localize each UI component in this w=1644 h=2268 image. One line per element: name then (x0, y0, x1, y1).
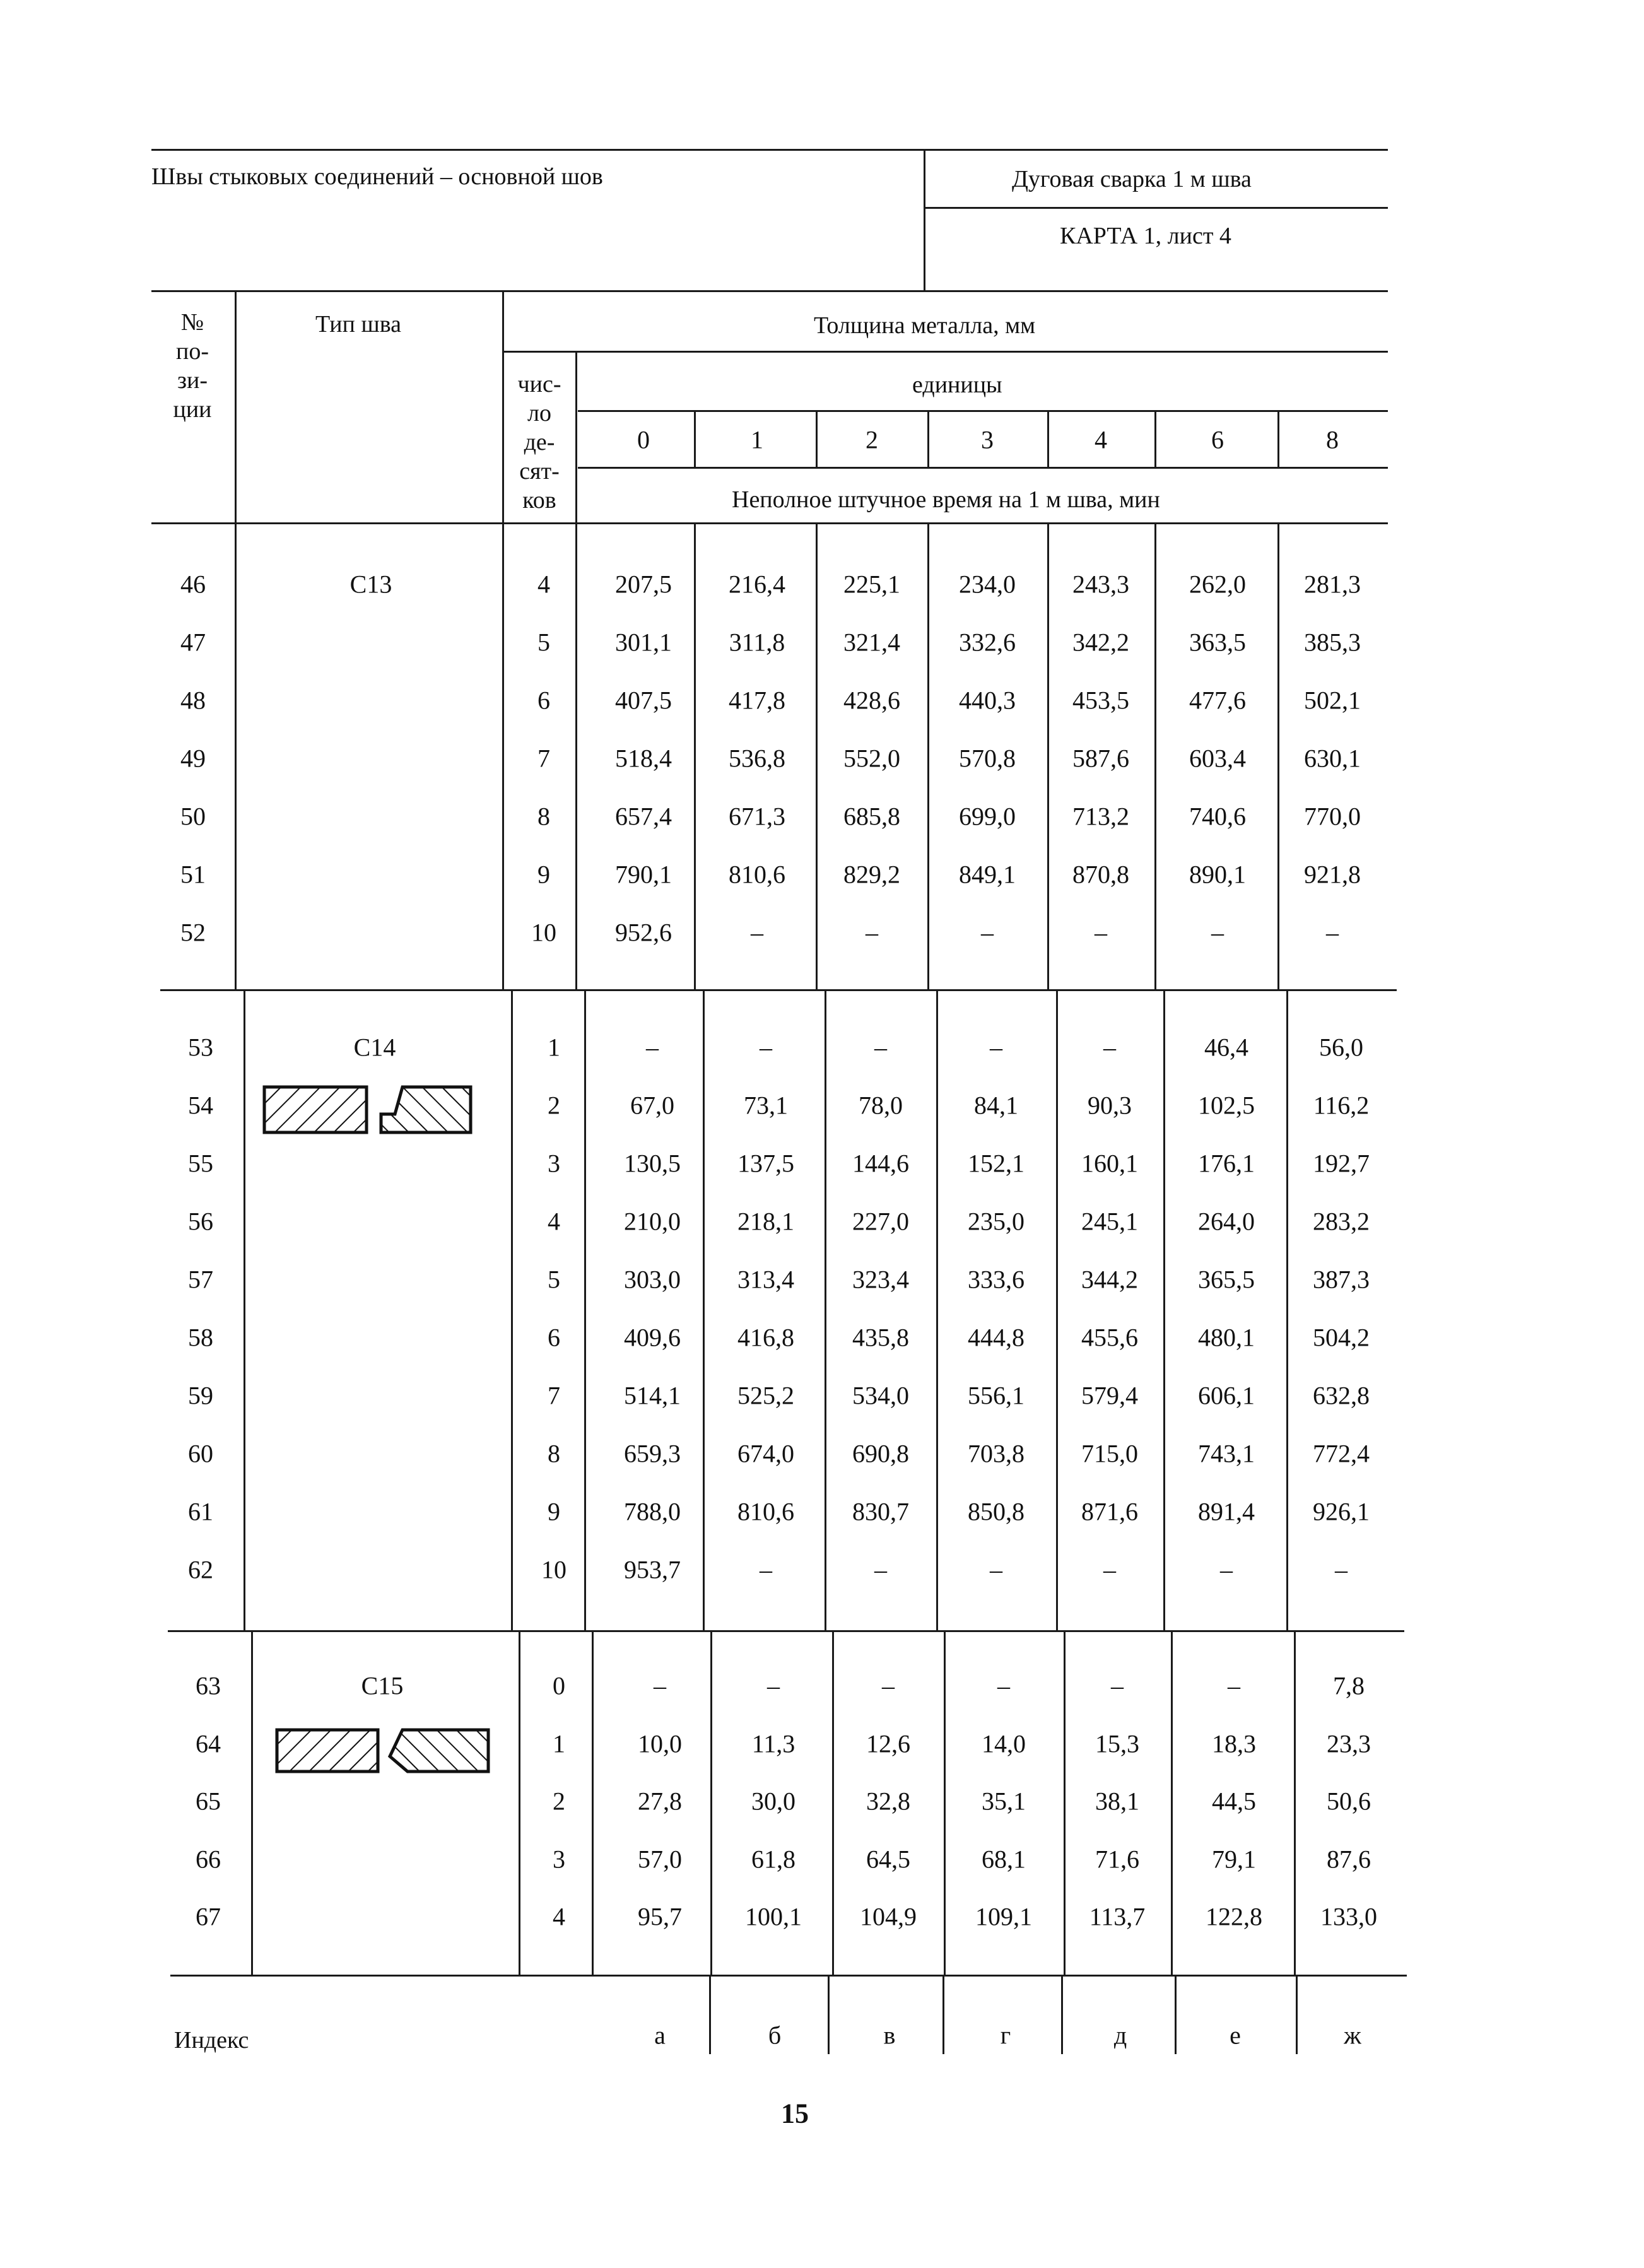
time-value-cell: 311,8 (729, 628, 785, 657)
time-value-cell: 870,8 (1072, 860, 1129, 889)
time-value-cell: 788,0 (624, 1497, 681, 1526)
time-value-cell: 630,1 (1304, 744, 1361, 773)
position-number: 53 (188, 1033, 213, 1062)
time-value-cell: 632,8 (1313, 1381, 1370, 1410)
tens-value: 3 (548, 1149, 560, 1178)
column-divider (502, 524, 504, 989)
column-divider (816, 524, 818, 989)
column-divider (1277, 524, 1279, 989)
time-value-cell: 321,4 (843, 628, 900, 657)
time-value-cell: – (1326, 918, 1339, 947)
tens-value: 9 (537, 860, 550, 889)
time-value-cell: – (1335, 1555, 1347, 1584)
time-value-cell: 32,8 (866, 1787, 910, 1816)
time-value-cell: 890,1 (1189, 860, 1246, 889)
unit-divider (694, 410, 696, 468)
column-divider (244, 989, 245, 1630)
time-value-cell: 428,6 (843, 686, 900, 715)
column-divider (251, 1630, 253, 1975)
time-value-cell: 283,2 (1313, 1207, 1370, 1236)
time-value-cell: 27,8 (638, 1787, 682, 1816)
time-value-cell: 743,1 (1198, 1439, 1255, 1468)
tens-value: 1 (548, 1033, 560, 1062)
units-rule-bottom (578, 467, 1388, 469)
unit-divider (1047, 410, 1049, 468)
index-rule (170, 1975, 1407, 1977)
position-number: 61 (188, 1497, 213, 1526)
unit-header-6: 6 (1211, 425, 1224, 454)
time-value-cell: 518,4 (615, 744, 672, 773)
unit-divider (927, 410, 929, 468)
position-number: 49 (180, 744, 206, 773)
seam-c15-drawing (275, 1726, 493, 1778)
time-value-cell: 243,3 (1072, 570, 1129, 599)
time-value-cell: 891,4 (1198, 1497, 1255, 1526)
time-value-cell: – (997, 1671, 1010, 1700)
time-value-cell: 313,4 (737, 1265, 794, 1294)
index-letter: е (1230, 2021, 1241, 2050)
time-value-cell: 659,3 (624, 1439, 681, 1468)
time-value-cell: 44,5 (1212, 1787, 1256, 1816)
time-value-cell: – (646, 1033, 659, 1062)
column-divider (519, 1630, 520, 1975)
tens-value: 7 (537, 744, 550, 773)
unit-header-2: 2 (866, 425, 878, 454)
tens-value: 3 (553, 1845, 565, 1873)
table-header-bottom-rule (151, 522, 1388, 524)
time-value-cell: 772,4 (1313, 1439, 1370, 1468)
time-value-cell: 79,1 (1212, 1845, 1256, 1873)
column-divider (1286, 989, 1288, 1630)
time-value-cell: 685,8 (843, 802, 900, 831)
position-number: 51 (180, 860, 206, 889)
time-value-cell: 333,6 (968, 1265, 1025, 1294)
time-value-cell: 536,8 (729, 744, 785, 773)
unit-header-1: 1 (751, 425, 763, 454)
column-divider (944, 1630, 946, 1975)
time-value-cell: 73,1 (744, 1091, 788, 1120)
time-value-cell: 71,6 (1095, 1845, 1139, 1873)
time-value-cell: 453,5 (1072, 686, 1129, 715)
time-value-cell: 207,5 (615, 570, 672, 599)
time-value-cell: 606,1 (1198, 1381, 1255, 1410)
time-value-cell: 84,1 (974, 1091, 1018, 1120)
time-value-cell: 137,5 (737, 1149, 794, 1178)
time-value-cell: 235,0 (968, 1207, 1025, 1236)
position-number: 66 (196, 1845, 221, 1873)
unit-divider (1277, 410, 1279, 468)
time-value-cell: – (874, 1033, 887, 1062)
time-value-cell: – (760, 1033, 772, 1062)
time-value-cell: 435,8 (852, 1323, 909, 1352)
column-divider (703, 989, 705, 1630)
index-letter: в (883, 2021, 896, 2050)
time-value-cell: 365,5 (1198, 1265, 1255, 1294)
time-value-cell: 61,8 (751, 1845, 796, 1873)
seam-type-label: С13 (349, 570, 392, 599)
time-value-cell: 104,9 (860, 1902, 917, 1931)
time-value-cell: 303,0 (624, 1265, 681, 1294)
time-value-cell: 210,0 (624, 1207, 681, 1236)
tens-value: 5 (537, 628, 550, 657)
index-divider (942, 1976, 944, 2054)
position-number: 59 (188, 1381, 213, 1410)
time-value-cell: 301,1 (615, 628, 672, 657)
column-divider (1154, 524, 1156, 989)
seam-c14-drawing (262, 1085, 481, 1137)
time-value-cell: 552,0 (843, 744, 900, 773)
index-letter: б (768, 2021, 782, 2050)
table-top-rule (151, 290, 1388, 292)
time-value-cell: 67,0 (630, 1091, 674, 1120)
position-number: 57 (188, 1265, 213, 1294)
time-value-cell: – (866, 918, 878, 947)
column-divider (1047, 524, 1049, 989)
time-value-cell: 385,3 (1304, 628, 1361, 657)
time-value-cell: 416,8 (737, 1323, 794, 1352)
tens-value: 7 (548, 1381, 560, 1410)
time-value-cell: 15,3 (1095, 1729, 1139, 1758)
column-divider (592, 1630, 594, 1975)
time-value-cell: 409,6 (624, 1323, 681, 1352)
time-value-cell: 387,3 (1313, 1265, 1370, 1294)
time-value-cell: – (1111, 1671, 1124, 1700)
time-value-cell: 7,8 (1333, 1671, 1365, 1700)
time-value-cell: 480,1 (1198, 1323, 1255, 1352)
units-rule-top (578, 410, 1388, 412)
position-number: 46 (180, 570, 206, 599)
time-value-cell: 56,0 (1319, 1033, 1363, 1062)
time-value-cell: 35,1 (982, 1787, 1026, 1816)
tens-value: 4 (548, 1207, 560, 1236)
time-value-cell: 657,4 (615, 802, 672, 831)
time-value-cell: 95,7 (638, 1902, 682, 1931)
time-value-cell: 671,3 (729, 802, 785, 831)
header-column-divider (235, 290, 237, 522)
time-value-cell: 332,6 (959, 628, 1016, 657)
header-column-divider (502, 290, 504, 522)
index-divider (1175, 1976, 1177, 2054)
column-divider (1056, 989, 1058, 1630)
time-value-cell: 690,8 (852, 1439, 909, 1468)
time-value-cell: – (990, 1555, 1002, 1584)
time-value-cell: 417,8 (729, 686, 785, 715)
column-divider (927, 524, 929, 989)
time-value-cell: 342,2 (1072, 628, 1129, 657)
time-value-cell: 363,5 (1189, 628, 1246, 657)
time-value-cell: 440,3 (959, 686, 1016, 715)
time-value-cell: 192,7 (1313, 1149, 1370, 1178)
time-value-cell: 225,1 (843, 570, 900, 599)
time-value-cell: – (654, 1671, 666, 1700)
time-value-cell: 130,5 (624, 1149, 681, 1178)
position-number: 47 (180, 628, 206, 657)
column-divider (832, 1630, 834, 1975)
unit-divider (816, 410, 818, 468)
index-letter: г (1000, 2021, 1011, 2050)
tens-value: 2 (548, 1091, 560, 1120)
column-divider (710, 1630, 712, 1975)
card-label: КАРТА 1, лист 4 (1060, 223, 1231, 249)
time-value-cell: 344,2 (1081, 1265, 1138, 1294)
time-value-cell: – (1103, 1555, 1116, 1584)
column-divider (511, 989, 513, 1630)
time-value-cell: 11,3 (751, 1729, 796, 1758)
column-divider (1064, 1630, 1066, 1975)
time-value-cell: 218,1 (737, 1207, 794, 1236)
column-divider (694, 524, 696, 989)
position-number: 55 (188, 1149, 213, 1178)
time-value-cell: 921,8 (1304, 860, 1361, 889)
time-value-cell: 534,0 (852, 1381, 909, 1410)
time-value-cell: 113,7 (1089, 1902, 1146, 1931)
time-value-cell: 603,4 (1189, 744, 1246, 773)
time-value-cell: 871,6 (1081, 1497, 1138, 1526)
column-divider (1294, 1630, 1296, 1975)
time-value-cell: 953,7 (624, 1555, 681, 1584)
position-number: 65 (196, 1787, 221, 1816)
time-value-cell: 477,6 (1189, 686, 1246, 715)
time-value-cell: – (1228, 1671, 1240, 1700)
tens-header: чис- ло де- сят- ков (517, 371, 561, 514)
time-value-cell: 926,1 (1313, 1497, 1370, 1526)
time-value-cell: 407,5 (615, 686, 672, 715)
time-value-cell: 830,7 (852, 1497, 909, 1526)
position-number: 56 (188, 1207, 213, 1236)
group-separator (160, 989, 1397, 991)
time-value-cell: 68,1 (982, 1845, 1026, 1873)
time-value-cell: 556,1 (968, 1381, 1025, 1410)
index-divider (1296, 1976, 1298, 2054)
time-value-cell: 245,1 (1081, 1207, 1138, 1236)
time-value-cell: 216,4 (729, 570, 785, 599)
seam-type-label: С14 (353, 1033, 396, 1062)
time-value-cell: 18,3 (1212, 1729, 1256, 1758)
tens-value: 9 (548, 1497, 560, 1526)
position-number: 58 (188, 1323, 213, 1352)
unit-header-0: 0 (637, 425, 650, 454)
column-divider (1171, 1630, 1173, 1975)
time-value-cell: 829,2 (843, 860, 900, 889)
time-value-cell: 715,0 (1081, 1439, 1138, 1468)
time-value-cell: 144,6 (852, 1149, 909, 1178)
column-divider (1163, 989, 1165, 1630)
time-value-cell: 100,1 (745, 1902, 802, 1931)
time-value-cell: 281,3 (1304, 570, 1361, 599)
time-value-cell: 740,6 (1189, 802, 1246, 831)
seam-type-label: С15 (361, 1671, 404, 1700)
time-value-cell: 57,0 (638, 1845, 682, 1873)
thickness-header: Толщина металла, мм (814, 312, 1036, 339)
time-value-cell: – (760, 1555, 772, 1584)
index-letter: а (654, 2021, 666, 2050)
time-value-cell: 790,1 (615, 860, 672, 889)
tens-value: 8 (537, 802, 550, 831)
time-value-cell: 14,0 (982, 1729, 1026, 1758)
unit-header-4: 4 (1095, 425, 1107, 454)
time-value-cell: 444,8 (968, 1323, 1025, 1352)
time-value-cell: 770,0 (1304, 802, 1361, 831)
time-value-cell: 90,3 (1088, 1091, 1132, 1120)
time-value-cell: 262,0 (1189, 570, 1246, 599)
position-number: 52 (180, 918, 206, 947)
time-value-cell: – (882, 1671, 895, 1700)
page-number: 15 (781, 2098, 809, 2129)
time-value-cell: 674,0 (737, 1439, 794, 1468)
time-value-cell: 78,0 (859, 1091, 903, 1120)
time-value-cell: 810,6 (737, 1497, 794, 1526)
time-value-cell: 713,2 (1072, 802, 1129, 831)
time-value-cell: 133,0 (1320, 1902, 1377, 1931)
tens-value: 1 (553, 1729, 565, 1758)
tens-value: 4 (553, 1902, 565, 1931)
tens-value: 2 (553, 1787, 565, 1816)
unit-header-8: 8 (1326, 425, 1339, 454)
tens-value: 4 (537, 570, 550, 599)
position-number: 50 (180, 802, 206, 831)
time-value-cell: 64,5 (866, 1845, 910, 1873)
time-value-cell: 109,1 (975, 1902, 1032, 1931)
position-number: 62 (188, 1555, 213, 1584)
tens-value: 6 (537, 686, 550, 715)
index-divider (828, 1976, 830, 2054)
time-value-cell: 514,1 (624, 1381, 681, 1410)
index-letter: д (1113, 2021, 1127, 2050)
column-divider (584, 989, 586, 1630)
time-value-cell: 455,6 (1081, 1323, 1138, 1352)
time-value-cell: 952,6 (615, 918, 672, 947)
time-value-cell: – (874, 1555, 887, 1584)
time-value-cell: – (1220, 1555, 1233, 1584)
time-value-cell: 579,4 (1081, 1381, 1138, 1410)
index-divider (1061, 1976, 1063, 2054)
header-right-title: Дуговая сварка 1 м шва (1012, 166, 1252, 192)
time-value-cell: 152,1 (968, 1149, 1025, 1178)
time-value-cell: 525,2 (737, 1381, 794, 1410)
unit-divider (1154, 410, 1156, 468)
time-value-cell: 122,8 (1206, 1902, 1262, 1931)
time-value-cell: 502,1 (1304, 686, 1361, 715)
header-divider (924, 149, 925, 290)
seam-type-header: Тип шва (315, 311, 402, 338)
time-value-cell: 227,0 (852, 1207, 909, 1236)
column-divider (825, 989, 826, 1630)
time-value-cell: 703,8 (968, 1439, 1025, 1468)
time-value-cell: 12,6 (866, 1729, 910, 1758)
tens-value: 6 (548, 1323, 560, 1352)
time-value-cell: 810,6 (729, 860, 785, 889)
time-value-cell: – (1211, 918, 1224, 947)
tens-value: 8 (548, 1439, 560, 1468)
time-value-cell: 849,1 (959, 860, 1016, 889)
time-value-cell: 234,0 (959, 570, 1016, 599)
header-top-rule (151, 149, 1388, 151)
time-value-cell: 160,1 (1081, 1149, 1138, 1178)
time-value-cell: 23,3 (1327, 1729, 1371, 1758)
position-number: 48 (180, 686, 206, 715)
time-value-cell: 50,6 (1327, 1787, 1371, 1816)
tens-value: 10 (531, 918, 556, 947)
time-value-cell: 10,0 (638, 1729, 682, 1758)
time-value-cell: – (1103, 1033, 1116, 1062)
column-divider (235, 524, 237, 989)
group-separator (168, 1630, 1404, 1632)
units-header: единицы (912, 372, 1002, 398)
time-value-cell: 850,8 (968, 1497, 1025, 1526)
tens-value: 0 (553, 1671, 565, 1700)
index-label: Индекс (174, 2027, 249, 2054)
column-divider (575, 524, 577, 989)
time-value-cell: – (981, 918, 994, 947)
header-right-rule (924, 207, 1388, 209)
time-value-cell: 38,1 (1095, 1787, 1139, 1816)
time-value-cell: 46,4 (1204, 1033, 1248, 1062)
tens-value: 10 (541, 1555, 567, 1584)
time-value-cell: – (767, 1671, 780, 1700)
index-divider (709, 1976, 711, 2054)
thickness-rule (502, 351, 1388, 353)
column-divider (936, 989, 938, 1630)
time-value-cell: 116,2 (1313, 1091, 1370, 1120)
header-left-title: Швы стыковых соединений – основной шов (151, 163, 603, 190)
index-letter: ж (1344, 2021, 1361, 2050)
time-value-cell: 176,1 (1198, 1149, 1255, 1178)
time-value-cell: 699,0 (959, 802, 1016, 831)
time-value-cell: 323,4 (852, 1265, 909, 1294)
position-number: 54 (188, 1091, 213, 1120)
time-value-cell: 504,2 (1313, 1323, 1370, 1352)
position-number: 60 (188, 1439, 213, 1468)
time-value-cell: – (1095, 918, 1107, 947)
tens-value: 5 (548, 1265, 560, 1294)
time-value-cell: 87,6 (1327, 1845, 1371, 1873)
time-value-cell: – (751, 918, 763, 947)
time-value-cell: 102,5 (1198, 1091, 1255, 1120)
time-value-cell: 264,0 (1198, 1207, 1255, 1236)
time-header: Неполное штучное время на 1 м шва, мин (732, 486, 1160, 513)
time-value-cell: – (990, 1033, 1002, 1062)
time-value-cell: 30,0 (751, 1787, 796, 1816)
position-header: № по- зи- ции (173, 309, 212, 423)
position-number: 63 (196, 1671, 221, 1700)
header-column-divider (575, 351, 577, 522)
unit-header-3: 3 (981, 425, 994, 454)
position-number: 67 (196, 1902, 221, 1931)
time-value-cell: 570,8 (959, 744, 1016, 773)
position-number: 64 (196, 1729, 221, 1758)
time-value-cell: 587,6 (1072, 744, 1129, 773)
